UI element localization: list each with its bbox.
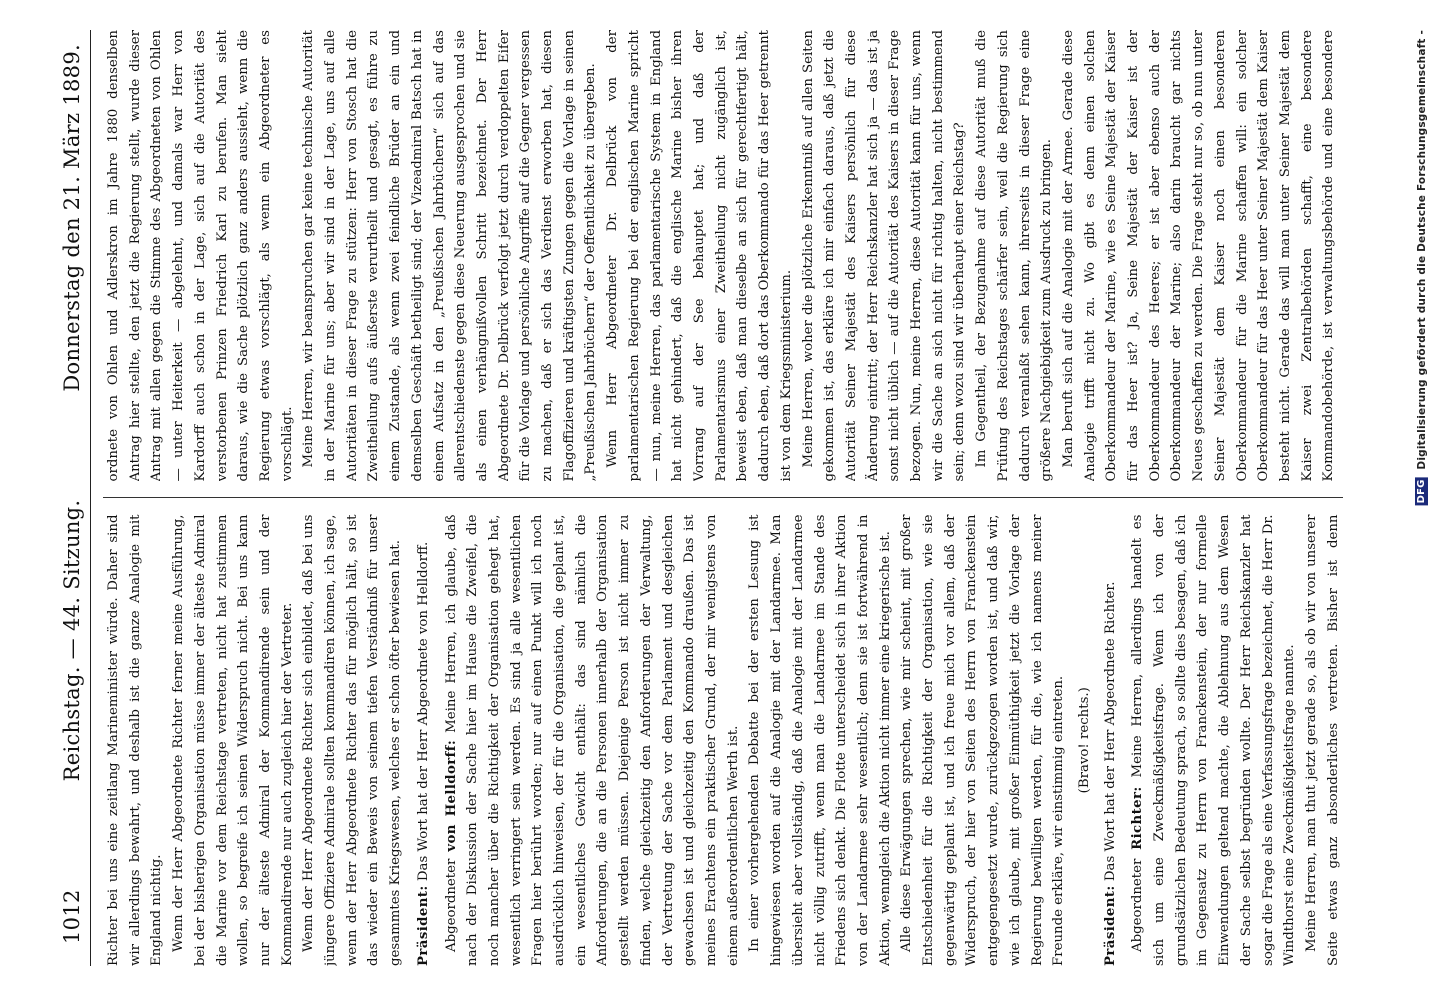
page-number: 1012 xyxy=(60,889,84,944)
paragraph: Alle diese Erwägungen sprechen, wie mir scheint, mit großer Entschiedenheit für die Richtigkeit der Organisation, wie sie gegenwärtig geplant ist, und ich freue mich vor allem, daß der Widerspruch, der hier von Seiten des Herrn von Franckenstein entgegengesetzt wurde, zurückgezogen worden ist, und daß wir, wie ich glaube, mit großer Einmüthigkeit jetzt die Vorlage der Regierung bewilligen werden, für die, wie ich namens meiner Freunde erkläre, wir einstimmig eintreten. xyxy=(899,514,1067,966)
paragraph: Meine Herren, man thut jetzt gerade so, als ob wir von unserer Seite etwas ganz absonderliches vertreten. Bisher ist denn xyxy=(1303,514,1341,966)
paragraph: Wenn Herr Abgeordneter Dr. Delbrück von der parlamentarischen Regierung bei der englischen Marine spricht — nun, meine Herren, das parlamentarische System in England hat nicht gehindert, daß die englische Marine bisher ihren Vorrang auf der See behauptet hat; und daß der Parlamentarismus einer Zweitheilung nicht zugänglich ist, beweist eben, daß man dieselbe an sich für gerechtfertigt hält, dadurch eben, daß dort das Oberkommando für das Heer getrennt ist von dem Kriegsministerium. xyxy=(605,30,794,482)
column-divider xyxy=(103,498,1343,499)
left-column xyxy=(103,515,1343,967)
dfg-credit xyxy=(1415,30,1428,505)
paragraph: Richter bei uns eine zeitlang Marineminister würde. Daher sind wir allerdings bewahrt, und deshalb ist die ganze Analogie mit England nichtig. xyxy=(106,514,165,966)
president-remark xyxy=(413,515,435,967)
paragraph: ordnete von Ohlen und Adlerskron im Jahre 1880 denselben Antrag hier stellte, den jetzt die Regierung stellt, wurde dieser Antrag mit allen gegen die Stimme des Abgeordneten von Ohlen — unter Heiterkeit — abgelehnt, und damals war Herr von Kardorff auch schon in der Lage, sich auf die Autorität des verstorbenen Prinzen Friedrich Karl zu berufen. Man sieht daraus, wie die Sache plötzlich ganz anders aussieht, wenn die Regierung etwas vorschlägt, als wenn ein Abgeordneter es vorschlägt. xyxy=(106,30,295,482)
dfg-credit-text: Digitalisierung gefördert durch die Deutsche Forschungsgemeinschaft - xyxy=(1416,30,1428,470)
speech-opening xyxy=(1127,515,1301,967)
speaker-name: Präsident: xyxy=(415,885,431,966)
header-right-date: Donnerstag den 21. März 1889. xyxy=(60,44,84,392)
speech-opening xyxy=(441,515,745,967)
president-remark xyxy=(1100,515,1122,967)
paragraph: In einer vorhergehenden Debatte bei der ersten Lesung ist hingewiesen worden auf die Analogie mit der Landarmee. Man übersieht aber vollständig, daß die Analogie mit der Landarmee nicht völlig zutrifft, wenn man die Landarmee im Stande des Friedens sich denkt. Die Flotte unterscheidet sich in ihrer Aktion von der Landarmee sehr wesentlich; denn sie ist fortwährend in Aktion, wenngleich die Aktion nicht immer eine kriegerische ist. xyxy=(747,514,893,966)
running-head xyxy=(60,44,84,944)
speaker-title: Abgeordneter xyxy=(1130,858,1146,952)
speaker-name: von Helldorff: xyxy=(443,739,459,852)
header-left-title: Reichstag. — 44. Sitzung. xyxy=(60,499,84,782)
text-columns xyxy=(103,30,1343,966)
speech-text: Meine Herren, allerdings handelt es sich um eine Zweckmäßigkeitsfrage. Wenn ich von der grundsätzlichen Bedeutung sprach, so sollte dies besagen, daß ich im Gegensatz zu Herrn von Franckenstein, der nur formelle Einwendungen geltend machte, die Ablehnung aus dem Wesen der Sache selbst begründen wollte. Der Herr Reichskanzler hat sogar die Frage als eine Verfassungsfrage bezeichnet, die Herr Dr. Windthorst eine Zweckmäßigkeitsfrage nannte. xyxy=(1130,514,1298,966)
paragraph: Im Gegentheil, der Bezugnahme auf diese Autorität muß die Prüfung des Reichstages schärfer sein, weil die Regierung sich dadurch veranlaßt sehen kann, ihrerseits in dieser Frage eine größere Nachgiebigkeit zum Ausdruck zu bringen. xyxy=(974,30,1055,482)
paragraph: Meine Herren, wir beanspruchen gar keine technische Autorität in der Marine für uns; aber wir sind in der Lage, uns auf alle Autoritäten in dieser Frage zu stützen: Herr von Stosch hat die Zweitheilung aufs äußerste verurtheilt und gesagt, es führe zu einem Zustande, als wenn zwei feindliche Brüder an ein und demselben Geschäft betheiligt sind; der Vizeadmiral Batsch hat in einem Aufsatz in den „Preußischen Jahrbüchern“ sich auf das allerentschiedenste gegen diese Neuerung ausgesprochen und sie als einen verhängnißvollen Schritt bezeichnet. Der Herr Abgeordnete Dr. Delbrück verfolgt jetzt durch verdoppelten Eifer für die Vorlage und persönliche Angriffe auf die Gegner vergessen zu machen, daß er sich das Verdienst erworben hat, diesen Flagoffizieren und kräftigsten Zungen gegen die Vorlage in seinen „Preußischen Jahrbüchern“ der Oeffentlichkeit zu übergeben. xyxy=(301,30,599,482)
speech-text: Meine Herren, ich glaube, daß nach der Diskussion der Sache hier im Hause die Zweifel, die noch mancher über die Richtigkeit der Organisation gehegt hat, wesentlich verringert sein werden. Es sind ja alle wesentlichen Fragen hier berührt worden; nur auf einen Punkt will ich noch ausdrücklich hinweisen, der für die Organisation, die geplant ist, ein wesentliches Gewicht enthält: das sind nämlich die Anforderungen, die an die Personen innerhalb der Organisation gestellt werden müssen. Diejenige Person ist nicht immer zu finden, welche gleichzeitig den Anforderungen der Verwaltung, der Vertretung der Sache vor dem Parlament und desgleichen gewachsen ist und gleichzeitig den Kommando draußen. Das ist meines Erachtens ein praktischer Grund, der mir wenigstens von einem außerordentlichen Werth ist. xyxy=(443,514,741,966)
paragraph: Wenn der Herr Abgeordnete Richter sich einbildet, daß bei uns jüngere Offiziere Admirale sollten kommandiren können, ich sage, wenn der Herr Abgeordnete Richter das für möglich hält, so ist das wieder ein Beweis von seinem tiefen Verständniß für unser gesammtes Kriegswesen, welches er schon öfter bewiesen hat. xyxy=(301,514,404,966)
right-column xyxy=(103,30,1343,482)
header-rule xyxy=(90,30,91,966)
dfg-logo: DFG xyxy=(1416,479,1427,504)
speaker-name: Richter: xyxy=(1130,786,1146,850)
remark-text: Das Wort hat der Herr Abgeordnete von Helldorff. xyxy=(415,541,431,882)
applause-note: (Bravo! rechts.) xyxy=(1076,687,1092,794)
paragraph: Wenn der Herr Abgeordnete Richter ferner meine Ausführung, bei der bisherigen Organisation müsse immer der älteste Admiral die Marine vor dem Reichstage vertreten, nicht hat zustimmen wollen, so begreife ich seinen Widerspruch nicht. Bei uns kann nur der älteste Admiral der Kommandirende sein und der Kommandirende nur auch zugleich hier der Vertreter. xyxy=(171,514,295,966)
speaker-name: Präsident: xyxy=(1102,885,1118,966)
paragraph: Meine Herren, woher die plötzliche Erkenntniß auf allen Seiten gekommen ist, das erkläre ich mir einfach daraus, daß jetzt die Autorität Seiner Majestät des Kaisers persönlich für diese Änderung eintritt; der Herr Reichskanzler hat sich ja — das ist ja sonst nicht üblich — auf die Autorität des Kaisers in dieser Frage bezogen. Nun, meine Herren, diese Autorität kann für uns, wenn wir die Sache an sich nicht für richtig halten, nicht bestimmend sein; denn wozu sind wir überhaupt einer Reichstag? xyxy=(800,30,968,482)
speaker-title: Abgeordneter xyxy=(443,858,459,952)
paragraph: Man beruft sich auf die Analogie mit der Armee. Gerade diese Analogie trifft nicht zu. Wo gibt es denn einen solchen Oberkommandeur der Marine, wie es Seine Majestät der Kaiser für das Heer ist? Ja, Seine Majestät der Kaiser ist der Oberkommandeur des Heeres; er ist aber ebenso auch der Oberkommandeur der Marine; also darin braucht gar nichts Neues geschaffen zu werden. Die Frage steht nur so, ob nun unter Seiner Majestät dem Kaiser noch einen besonderen Oberkommandeur für die Marine schaffen will: ein solcher Oberkommandeur für das Heer unter Seiner Majestät dem Kaiser besteht nicht. Gerade das will man unter Seiner Majestät dem Kaiser zwei Zentralbehörden schafft, eine besondere Kommandobehörde, ist verwaltungsbehörde und eine besondere xyxy=(1060,30,1337,482)
remark-text: Das Wort hat der Herr Abgeordnete Richter. xyxy=(1102,581,1118,882)
